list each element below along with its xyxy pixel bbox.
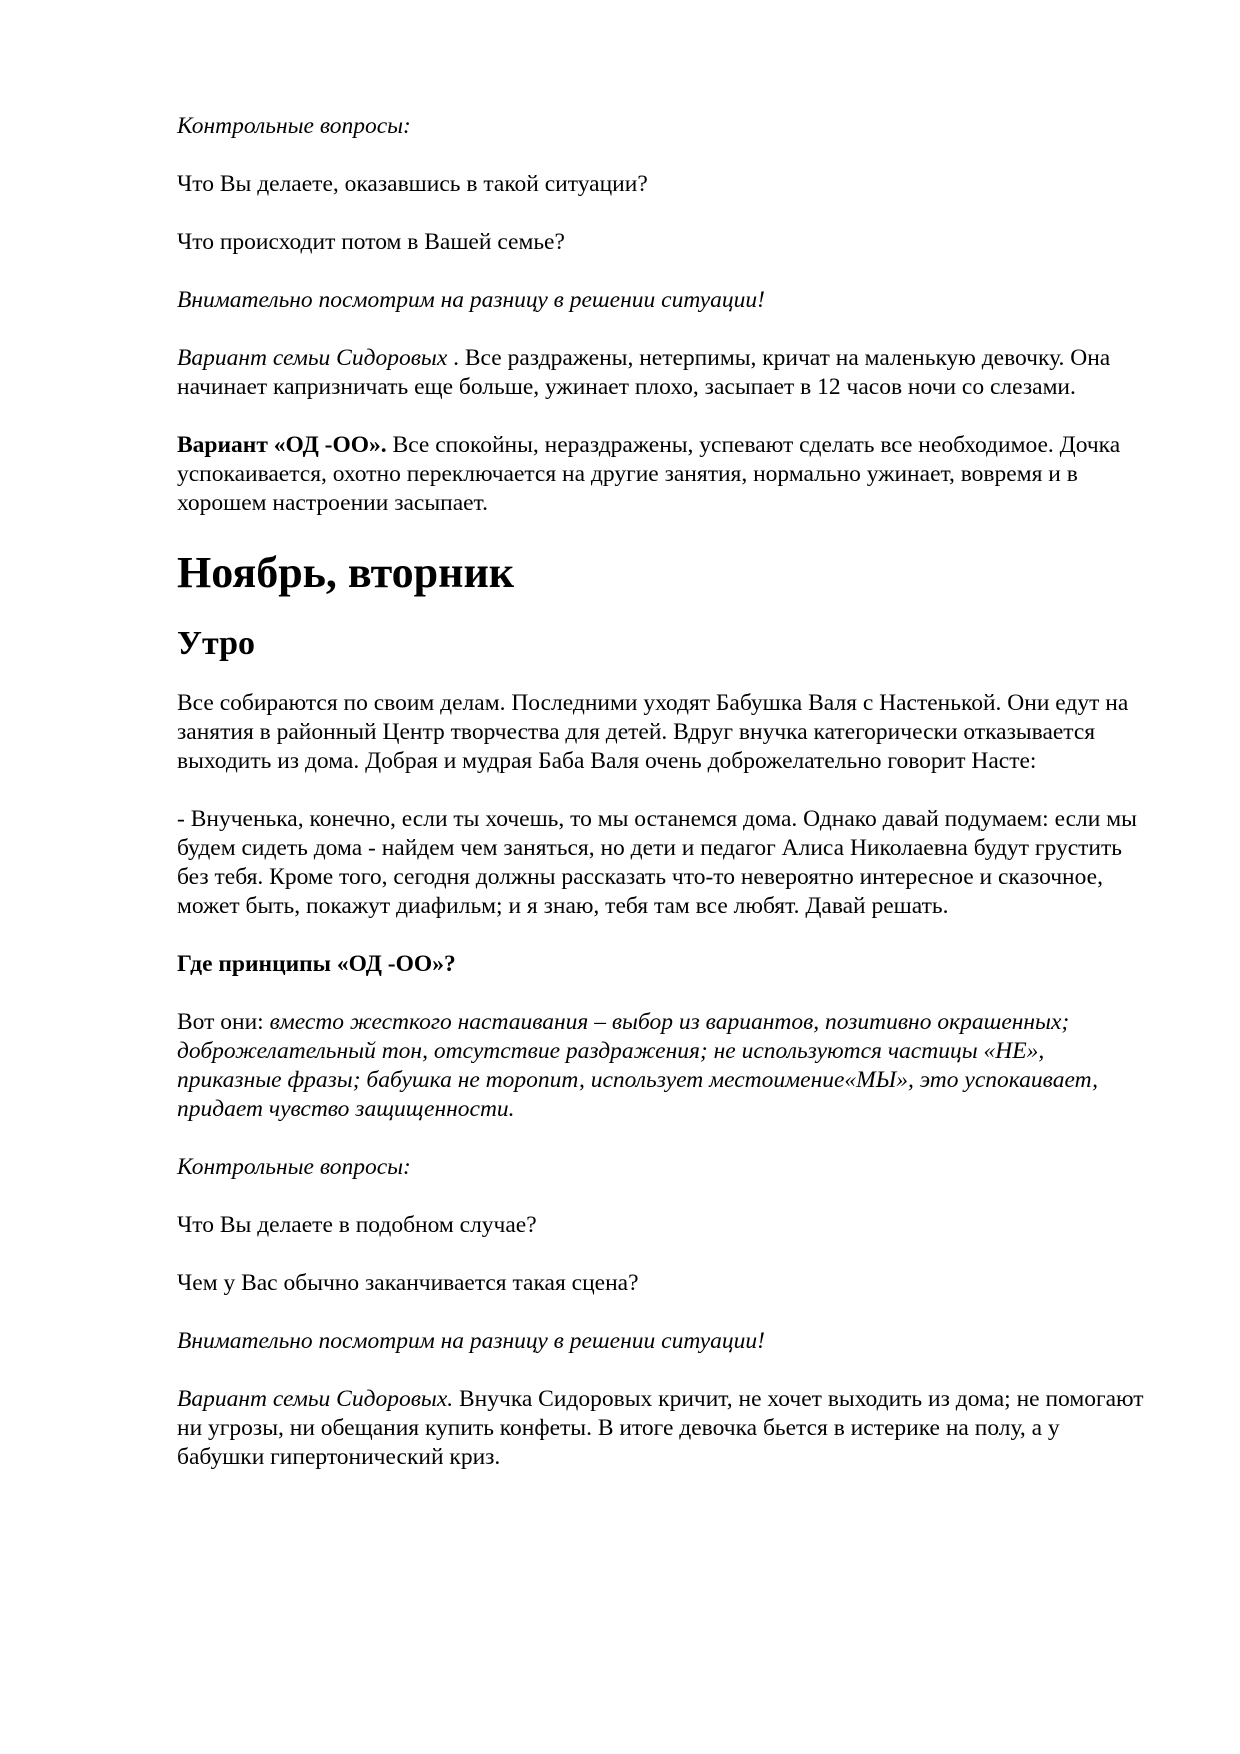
variant-sidorov-text-2: Внучка Сидоровых кричит, не хочет выходить из дома; не помогают ни угрозы, ни обещания купить конфеты. В итоге девочка бьется в истерике на полу, а у бабушки гипертонический криз.	[177, 1386, 1144, 1470]
variant-od-label: Вариант «ОД -ОО».	[177, 432, 387, 458]
control-questions-label-2: Контрольные вопросы:	[177, 1154, 411, 1180]
attention-note: Внимательно посмотрим на разницу в решении ситуации!	[177, 287, 765, 313]
principles-text: вместо жесткого настаивания – выбор из вариантов, позитивно окрашенных; доброжелательный тон, отсутствие раздражения; не используются частицы «НЕ», приказные фразы; бабушка не торопит, использует местоимение«МЫ», это успокаивает, придает чувство защищенности.	[177, 1009, 1098, 1122]
principles-lead: Вот они:	[177, 1009, 270, 1035]
variant-sidorov-paragraph	[177, 344, 1144, 402]
principles-paragraph	[177, 1008, 1144, 1124]
story-paragraph: Все собираются по своим делам. Последними уходят Бабушка Валя с Настенькой. Они едут на занятия в районный Центр творчества для детей. Вдруг внучка категорически отказывается выходить из дома. Добрая и мудрая Баба Валя очень доброжелательно говорит Насте:	[177, 690, 1129, 774]
section-heading: Ноябрь, вторник	[177, 548, 515, 597]
principles-question: Где принципы «ОД -ОО»?	[177, 951, 456, 977]
variant-sidorov-paragraph-2	[177, 1385, 1144, 1472]
question-1: Что Вы делаете, оказавшись в такой ситуации?	[177, 171, 648, 197]
variant-sidorov-text: . Все раздражены, нетерпимы, кричат на маленькую девочку. Она начинает капризничать еще больше, ужинает плохо, засыпает в 12 часов ночи со слезами.	[177, 345, 1111, 400]
grandma-speech: - Внученька, конечно, если ты хочешь, то мы останемся дома. Однако давай подумаем: если мы будем сидеть дома - найдем чем заняться, но дети и педагог Алиса Николаевна будут грустить без тебя. Кроме того, сегодня должны рассказать что-то невероятно интересное и сказочное, может быть, покажут диафильм; и я знаю, тебя там все любят. Давай решать.	[177, 806, 1137, 919]
variant-sidorov-label-2: Вариант семьи Сидоровых.	[177, 1386, 454, 1412]
question-2-1: Что Вы делаете в подобном случае?	[177, 1212, 537, 1238]
subsection-heading: Утро	[177, 625, 255, 662]
variant-od-text: Все спокойны, нераздражены, успевают сделать все необходимое. Дочка успокаивается, охотно переключается на другие занятия, нормально ужинает, вовремя и в хорошем настроении засыпает.	[177, 432, 1121, 516]
attention-note-2: Внимательно посмотрим на разницу в решении ситуации!	[177, 1328, 765, 1354]
control-questions-label: Контрольные вопросы:	[177, 113, 411, 139]
question-2-2: Чем у Вас обычно заканчивается такая сцена?	[177, 1270, 639, 1296]
variant-od-paragraph	[177, 431, 1144, 518]
question-2: Что происходит потом в Вашей семье?	[177, 229, 565, 255]
variant-sidorov-label: Вариант семьи Сидоровых	[177, 345, 448, 371]
